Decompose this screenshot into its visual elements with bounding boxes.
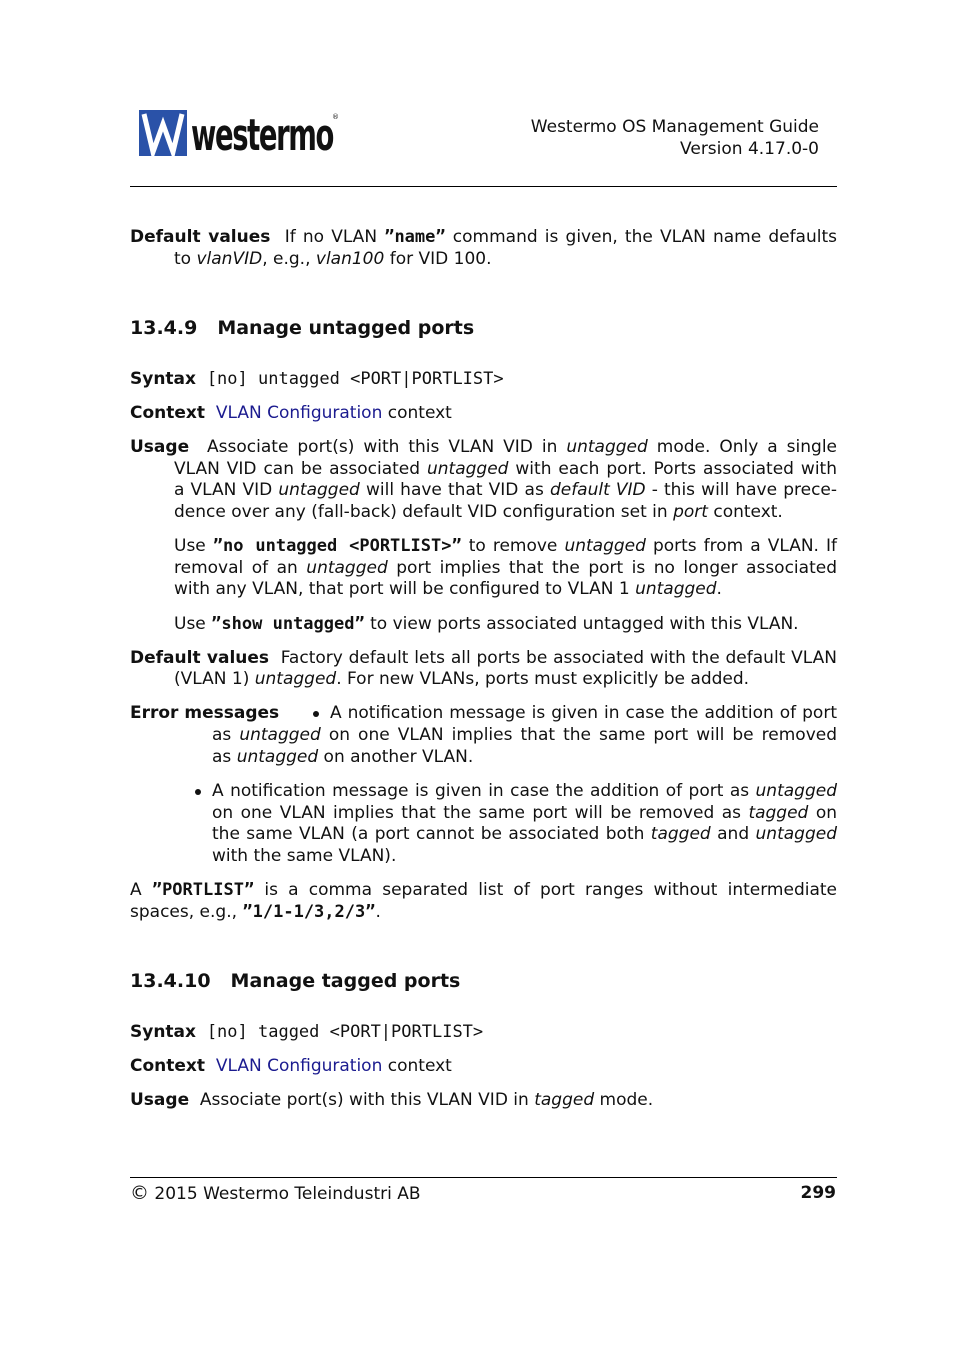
text: tagged (650, 824, 711, 844)
syntax-label: Syntax (130, 369, 196, 389)
context-tagged (130, 1055, 452, 1077)
text: untagged (635, 579, 717, 599)
section-number: 13.4.10 (130, 970, 211, 992)
text: spaces, e.g., (130, 902, 243, 922)
text: untagged (239, 725, 321, 745)
text: untagged (236, 747, 319, 767)
copyright-icon: © (130, 1182, 149, 1204)
text: as (212, 747, 237, 767)
text: with the same VLAN). (212, 846, 397, 866)
syntax-code: [no] tagged <PORT|PORTLIST> (206, 1022, 484, 1042)
text: with each port. Ports associated with (508, 459, 837, 479)
text: - this will have prece- (645, 480, 838, 500)
context-label: Context (130, 403, 206, 423)
text: ports from a VLAN. If (645, 536, 837, 556)
context-label: Context (130, 1056, 206, 1076)
portlist-note-line1 (130, 879, 837, 901)
text: tagged (534, 1090, 595, 1110)
text: untagged (755, 781, 837, 801)
text: dence over any (fall-back) default VID configuration set in (174, 502, 674, 522)
text: A notification message is given in case the addition of port as (212, 781, 756, 801)
text: a VLAN VID (174, 480, 279, 500)
syntax-label: Syntax (130, 1022, 196, 1042)
command-no-untagged: ”no untagged <PORTLIST>” (212, 536, 462, 556)
text: to remove (461, 536, 565, 556)
portlist-term: ”PORTLIST” (151, 880, 255, 900)
error-item1-line1 (330, 702, 837, 724)
text: on one VLAN implies that the same port will be removed as (212, 803, 749, 823)
text: . For new VLANs, ports must explicitly be added. (336, 669, 750, 689)
footer-rule (130, 1177, 837, 1178)
command-name: ”name” (384, 227, 446, 247)
text: to (174, 249, 197, 269)
bullet-icon (313, 711, 319, 717)
text: will have that VID as (359, 480, 550, 500)
page-number: 299 (800, 1183, 836, 1203)
text: A (130, 880, 152, 900)
error-item1-line2 (212, 724, 837, 746)
error-item2-line2 (212, 802, 837, 824)
text: the same VLAN (a port cannot be associated both (212, 824, 651, 844)
text: port (673, 502, 708, 522)
text: untagged (755, 824, 837, 844)
syntax-tagged (130, 1021, 483, 1043)
text: on one VLAN implies that the same port will be removed (320, 725, 837, 745)
section-title: Manage tagged ports (230, 970, 461, 992)
vlan-configuration-link[interactable]: VLAN Configuration (215, 403, 383, 423)
context-untagged (130, 402, 452, 424)
text: tagged (748, 803, 809, 823)
error-item2-line3 (212, 823, 837, 845)
copyright-text: 2015 Westermo Teleindustri AB (154, 1184, 421, 1204)
section-title: Manage untagged ports (217, 317, 475, 339)
usage-p2-line1 (174, 535, 837, 557)
text: Associate port(s) with this VLAN VID in (207, 437, 567, 457)
text: as (212, 725, 240, 745)
usage-p1-line1 (130, 436, 837, 458)
command-show-untagged: ”show untagged” (211, 614, 365, 634)
text: with any VLAN, that port will be configured to VLAN 1 (174, 579, 636, 599)
usage-p2-line3 (174, 578, 722, 600)
text: . (375, 902, 381, 922)
error-item1-line3 (212, 746, 473, 768)
svg-text:®: ® (332, 113, 339, 121)
text: . (716, 579, 722, 599)
usage-p3 (174, 613, 799, 635)
text: for VID 100. (384, 249, 492, 269)
error-messages-label: Error messages (130, 703, 280, 723)
text: port implies that the port is no longer associated (387, 558, 837, 578)
syntax-untagged (130, 368, 504, 390)
text: Use (174, 536, 213, 556)
bullet-icon (195, 789, 201, 795)
usage-tagged (130, 1089, 653, 1111)
text: vlanVID (196, 249, 263, 269)
syntax-code: [no] untagged <PORT|PORTLIST> (206, 369, 504, 389)
default-values-vlan-name-line2 (174, 248, 492, 270)
text: Factory default lets all ports be associated with the default VLAN (280, 648, 838, 668)
text: (VLAN 1) (174, 669, 255, 689)
usage-p1-line2 (174, 458, 837, 480)
text: and (710, 824, 756, 844)
portlist-example: ”1/1-1/3,2/3” (242, 902, 376, 922)
text: VLAN VID can be associated (174, 459, 427, 479)
text: Associate port(s) with this VLAN VID in (199, 1090, 535, 1110)
text: to view ports associated untagged with this VLAN. (364, 614, 799, 634)
default-values-untagged-line2 (174, 668, 749, 690)
error-item2-line1 (212, 780, 837, 802)
section-number: 13.4.9 (130, 317, 198, 339)
header-rule (130, 186, 837, 187)
copyright (130, 1182, 421, 1205)
text: untagged (254, 669, 337, 689)
westermo-logo (139, 110, 339, 158)
default-values-label: Default values (130, 648, 270, 668)
section-heading-13-4-9 (130, 317, 474, 339)
text: context (382, 403, 452, 423)
text: is a comma separated list of port ranges without intermediate (254, 880, 837, 900)
section-heading-13-4-10 (130, 970, 460, 992)
text: mode. Only a single (647, 437, 838, 457)
text: context (382, 1056, 452, 1076)
error-item2-line4 (212, 845, 396, 867)
logo-mark-icon (139, 110, 339, 158)
doc-version: Version 4.17.0-0 (680, 139, 819, 159)
text: A notification message is given in case the addition of port (330, 703, 837, 723)
text: on another VLAN. (318, 747, 474, 767)
text: untagged (566, 437, 648, 457)
text: Use (174, 614, 212, 634)
usage-label: Usage (130, 437, 190, 457)
default-values-untagged-line1 (130, 647, 837, 669)
text: untagged (564, 536, 646, 556)
text: mode. (594, 1090, 654, 1110)
vlan-configuration-link[interactable]: VLAN Configuration (215, 1056, 383, 1076)
text: untagged (278, 480, 360, 500)
text: untagged (427, 459, 509, 479)
logo-wordmark: westermo (191, 110, 334, 158)
default-values-vlan-name-line1 (130, 226, 837, 248)
text: removal of an (174, 558, 307, 578)
usage-p1-line4 (174, 501, 783, 523)
usage-p1-line3 (174, 479, 837, 501)
text: , e.g., (262, 249, 316, 269)
text: on (808, 803, 837, 823)
text: vlan100 (315, 249, 385, 269)
text: context. (707, 502, 783, 522)
default-values-label: Default values (130, 227, 271, 247)
text: command is given, the VLAN name defaults (445, 227, 837, 247)
usage-label: Usage (130, 1090, 190, 1110)
portlist-note-line2 (130, 901, 381, 923)
text: untagged (306, 558, 388, 578)
text: default VID (549, 480, 646, 500)
doc-title: Westermo OS Management Guide (530, 117, 819, 137)
usage-p2-line2 (174, 557, 837, 579)
text: If no VLAN (284, 227, 385, 247)
